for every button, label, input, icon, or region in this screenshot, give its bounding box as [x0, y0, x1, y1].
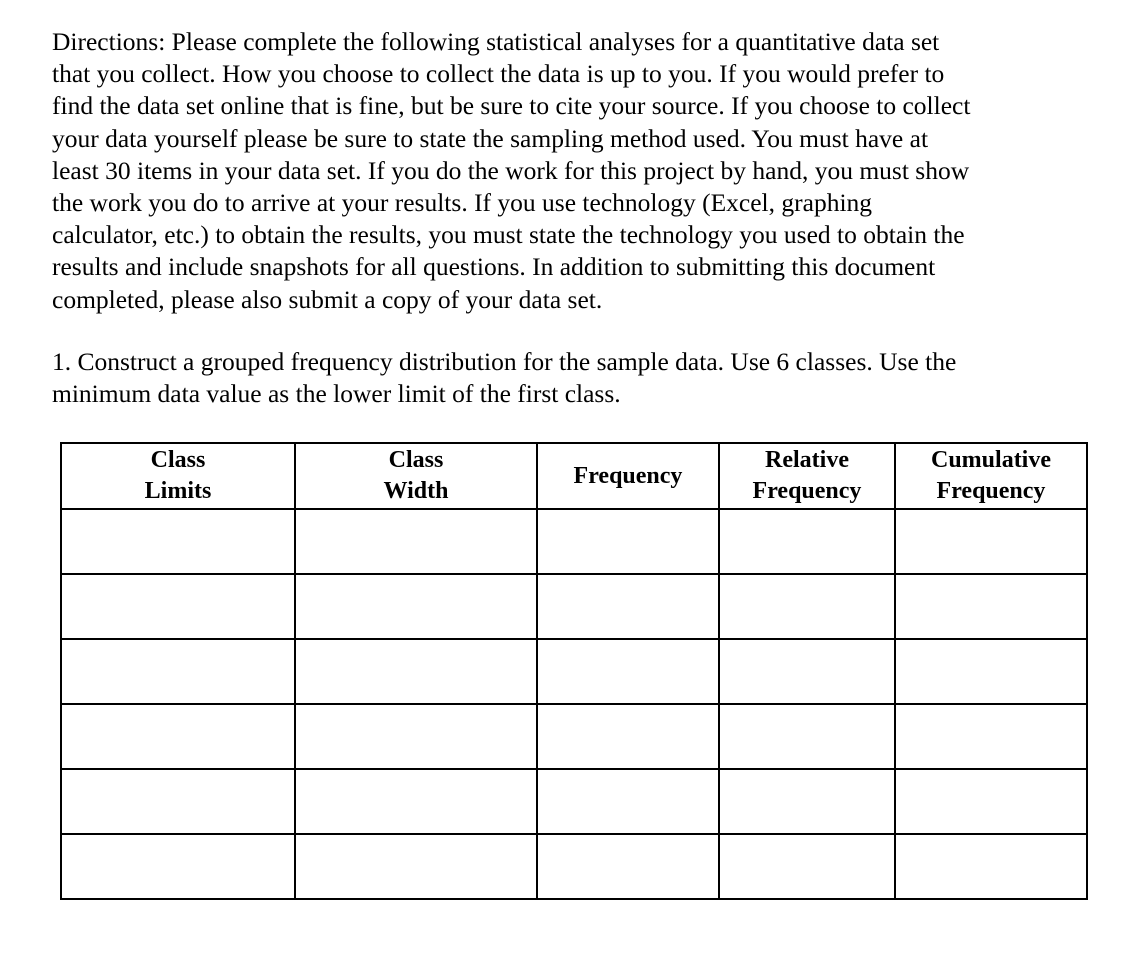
header-relative-frequency: Relative Frequency [719, 443, 895, 509]
cell-class-limits[interactable] [61, 834, 295, 899]
cell-relative-frequency[interactable] [719, 704, 895, 769]
directions-line: completed, please also submit a copy of your data set. [52, 284, 603, 314]
directions-line: calculator, etc.) to obtain the results, you must state the technology you used to obtain the [52, 220, 965, 250]
header-cumulative-frequency: Cumulative Frequency [895, 443, 1087, 509]
cell-cumulative-frequency[interactable] [895, 639, 1087, 704]
cell-class-limits[interactable] [61, 574, 295, 639]
header-class-width: Class Width [295, 443, 537, 509]
table-row [61, 509, 1087, 574]
cell-frequency[interactable] [537, 509, 719, 574]
directions-line: least 30 items in your data set. If you do the work for this project by hand, you must show [52, 155, 970, 185]
frequency-distribution-table [60, 442, 1088, 900]
cell-relative-frequency[interactable] [719, 574, 895, 639]
cell-cumulative-frequency[interactable] [895, 574, 1087, 639]
cell-cumulative-frequency[interactable] [895, 704, 1087, 769]
table-row [61, 834, 1087, 899]
question-line: minimum data value as the lower limit of the first class. [52, 379, 621, 409]
cell-class-width[interactable] [295, 704, 537, 769]
cell-cumulative-frequency[interactable] [895, 834, 1087, 899]
directions-line: find the data set online that is fine, but be sure to cite your source. If you choose to collect [52, 91, 971, 121]
table-row [61, 704, 1087, 769]
cell-relative-frequency[interactable] [719, 509, 895, 574]
cell-class-width[interactable] [295, 509, 537, 574]
directions-line: your data yourself please be sure to state the sampling method used. You must have at [52, 123, 929, 153]
cell-frequency[interactable] [537, 574, 719, 639]
header-class-limits: Class Limits [61, 443, 295, 509]
cell-class-limits[interactable] [61, 509, 295, 574]
cell-cumulative-frequency[interactable] [895, 769, 1087, 834]
table-row [61, 769, 1087, 834]
cell-frequency[interactable] [537, 769, 719, 834]
cell-class-width[interactable] [295, 574, 537, 639]
table-row [61, 639, 1087, 704]
question-line: 1. Construct a grouped frequency distribution for the sample data. Use 6 classes. Use the [52, 347, 957, 376]
directions-line: Directions: Please complete the following statistical analyses for a quantitative data set [52, 27, 940, 56]
cell-relative-frequency[interactable] [719, 639, 895, 704]
cell-frequency[interactable] [537, 834, 719, 899]
header-frequency: Frequency [537, 443, 719, 509]
directions-line: that you collect. How you choose to collect the data is up to you. If you would prefer to [52, 59, 945, 89]
question-1 [52, 346, 1082, 410]
cell-cumulative-frequency[interactable] [895, 509, 1087, 574]
cell-class-limits[interactable] [61, 704, 295, 769]
directions-line: results and include snapshots for all questions. In addition to submitting this document [52, 252, 936, 282]
table-header-row [61, 443, 1087, 509]
cell-frequency[interactable] [537, 639, 719, 704]
cell-frequency[interactable] [537, 704, 719, 769]
directions-line: the work you do to arrive at your results. If you use technology (Excel, graphing [52, 188, 873, 218]
cell-class-limits[interactable] [61, 769, 295, 834]
cell-class-limits[interactable] [61, 639, 295, 704]
cell-relative-frequency[interactable] [719, 834, 895, 899]
cell-relative-frequency[interactable] [719, 769, 895, 834]
cell-class-width[interactable] [295, 834, 537, 899]
directions-paragraph [52, 26, 1082, 316]
cell-class-width[interactable] [295, 639, 537, 704]
table-row [61, 574, 1087, 639]
cell-class-width[interactable] [295, 769, 537, 834]
